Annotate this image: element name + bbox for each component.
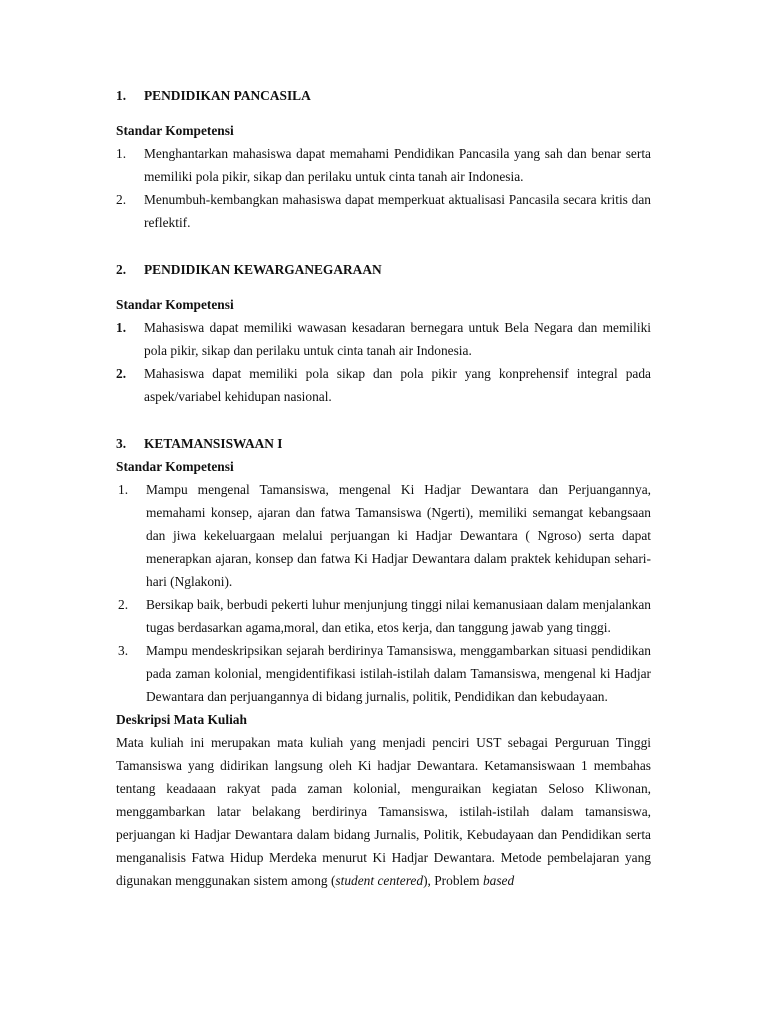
list-item — [116, 593, 651, 639]
item-number: 2. — [116, 192, 127, 207]
list-item — [116, 478, 651, 593]
description-italic: based — [482, 873, 515, 888]
item-text: Bersikap baik, berbudi pekerti luhur menjunjung tinggi nilai kemanusiaan dalam menjalankan tugas berdasarkan agama,moral, dan etika, etos kerja, dan tanggung jawab yang tinggi. — [146, 597, 651, 635]
item-text: Menumbuh-kembangkan mahasiswa dapat memperkuat aktualisasi Pancasila secara kritis dan reflektif. — [144, 192, 651, 230]
description-paragraph — [116, 731, 651, 892]
subheading: Standar Kompetensi — [116, 459, 234, 474]
section-title: KETAMANSISWAAN I — [144, 436, 283, 451]
description-text: Mata kuliah ini merupakan mata kuliah yang menjadi penciri UST sebagai Perguruan Tinggi Tamansiswa yang didirikan langsung oleh Ki hadjar Dewantara. Ketamansiswaan 1 membahas tentang keadaaan rakyat pada zaman kolonial, menguraikan kegiatan Seloso Kliwonan, menggambarkan latar belakang berdirinya Tamansiswa, istilah-istilah dalam tamansiswa, perjuangan ki Hadjar Dewantara dalam bidang Jurnalis, Politik, Kebudayaan dan Pendidikan serta menganalisis Fatwa Hidup Merdeka menurut Ki Hadjar Dewantara. Metode pembelajaran yang digunakan menggunakan sistem among ( — [116, 735, 651, 888]
list-item — [116, 316, 651, 362]
list-item — [116, 188, 651, 234]
item-text: Mahasiswa dapat memiliki wawasan kesadaran bernegara untuk Bela Negara dan memiliki pola pikir, sikap dan perilaku untuk cinta tanah air Indonesia. — [144, 320, 651, 358]
section-number: 1. — [116, 88, 127, 103]
item-number: 1. — [118, 482, 129, 497]
item-number: 1. — [116, 146, 127, 161]
subheading: Standar Kompetensi — [116, 297, 234, 312]
section-number: 2. — [116, 262, 127, 277]
item-number: 3. — [118, 643, 129, 658]
list-item — [116, 639, 651, 708]
description-italic: student centered — [335, 873, 424, 888]
description-text: ), Problem — [423, 873, 483, 888]
item-text: Menghantarkan mahasiswa dapat memahami Pendidikan Pancasila yang sah dan benar serta memiliki pola pikir, sikap dan perilaku untuk cinta tanah air Indonesia. — [144, 146, 651, 184]
list-item — [116, 142, 651, 188]
list-item — [116, 362, 651, 408]
section-heading — [116, 432, 651, 455]
item-text: Mampu mendeskripsikan sejarah berdirinya Tamansiswa, menggambarkan situasi pendidikan pada zaman kolonial, mengidentifikasi istilah-istilah dalam Tamansiswa, mengenal ki Hadjar Dewantara dan perjuangannya di bidang jurnalis, politik, Pendidikan dan kebudayaan. — [146, 643, 651, 704]
description-heading: Deskripsi Mata Kuliah — [116, 712, 247, 727]
section-title: PENDIDIKAN KEWARGANEGARAAN — [144, 262, 382, 277]
item-number: 2. — [118, 597, 129, 612]
section-heading — [116, 84, 651, 107]
subheading: Standar Kompetensi — [116, 123, 234, 138]
item-text: Mahasiswa dapat memiliki pola sikap dan pola pikir yang konprehensif integral pada aspek/variabel kehidupan nasional. — [144, 366, 651, 404]
section-number: 3. — [116, 436, 127, 451]
item-text: Mampu mengenal Tamansiswa, mengenal Ki Hadjar Dewantara dan Perjuangannya, memahami konsep, ajaran dan fatwa Tamansiswa (Ngerti), memiliki semangat kebangsaan dan jiwa kekeluargaan melalui perjuangan ki Hadjar Dewantara ( Ngroso) serta dapat menerapkan ajaran, konsep dan fatwa Ki Hadjar Dewantara dalam praktek kehidupan sehari-hari (Nglakoni). — [146, 482, 651, 589]
section-title: PENDIDIKAN PANCASILA — [144, 88, 311, 103]
item-number: 1. — [116, 320, 127, 335]
section-heading — [116, 258, 651, 281]
item-number: 2. — [116, 366, 127, 381]
document-content — [116, 84, 651, 892]
